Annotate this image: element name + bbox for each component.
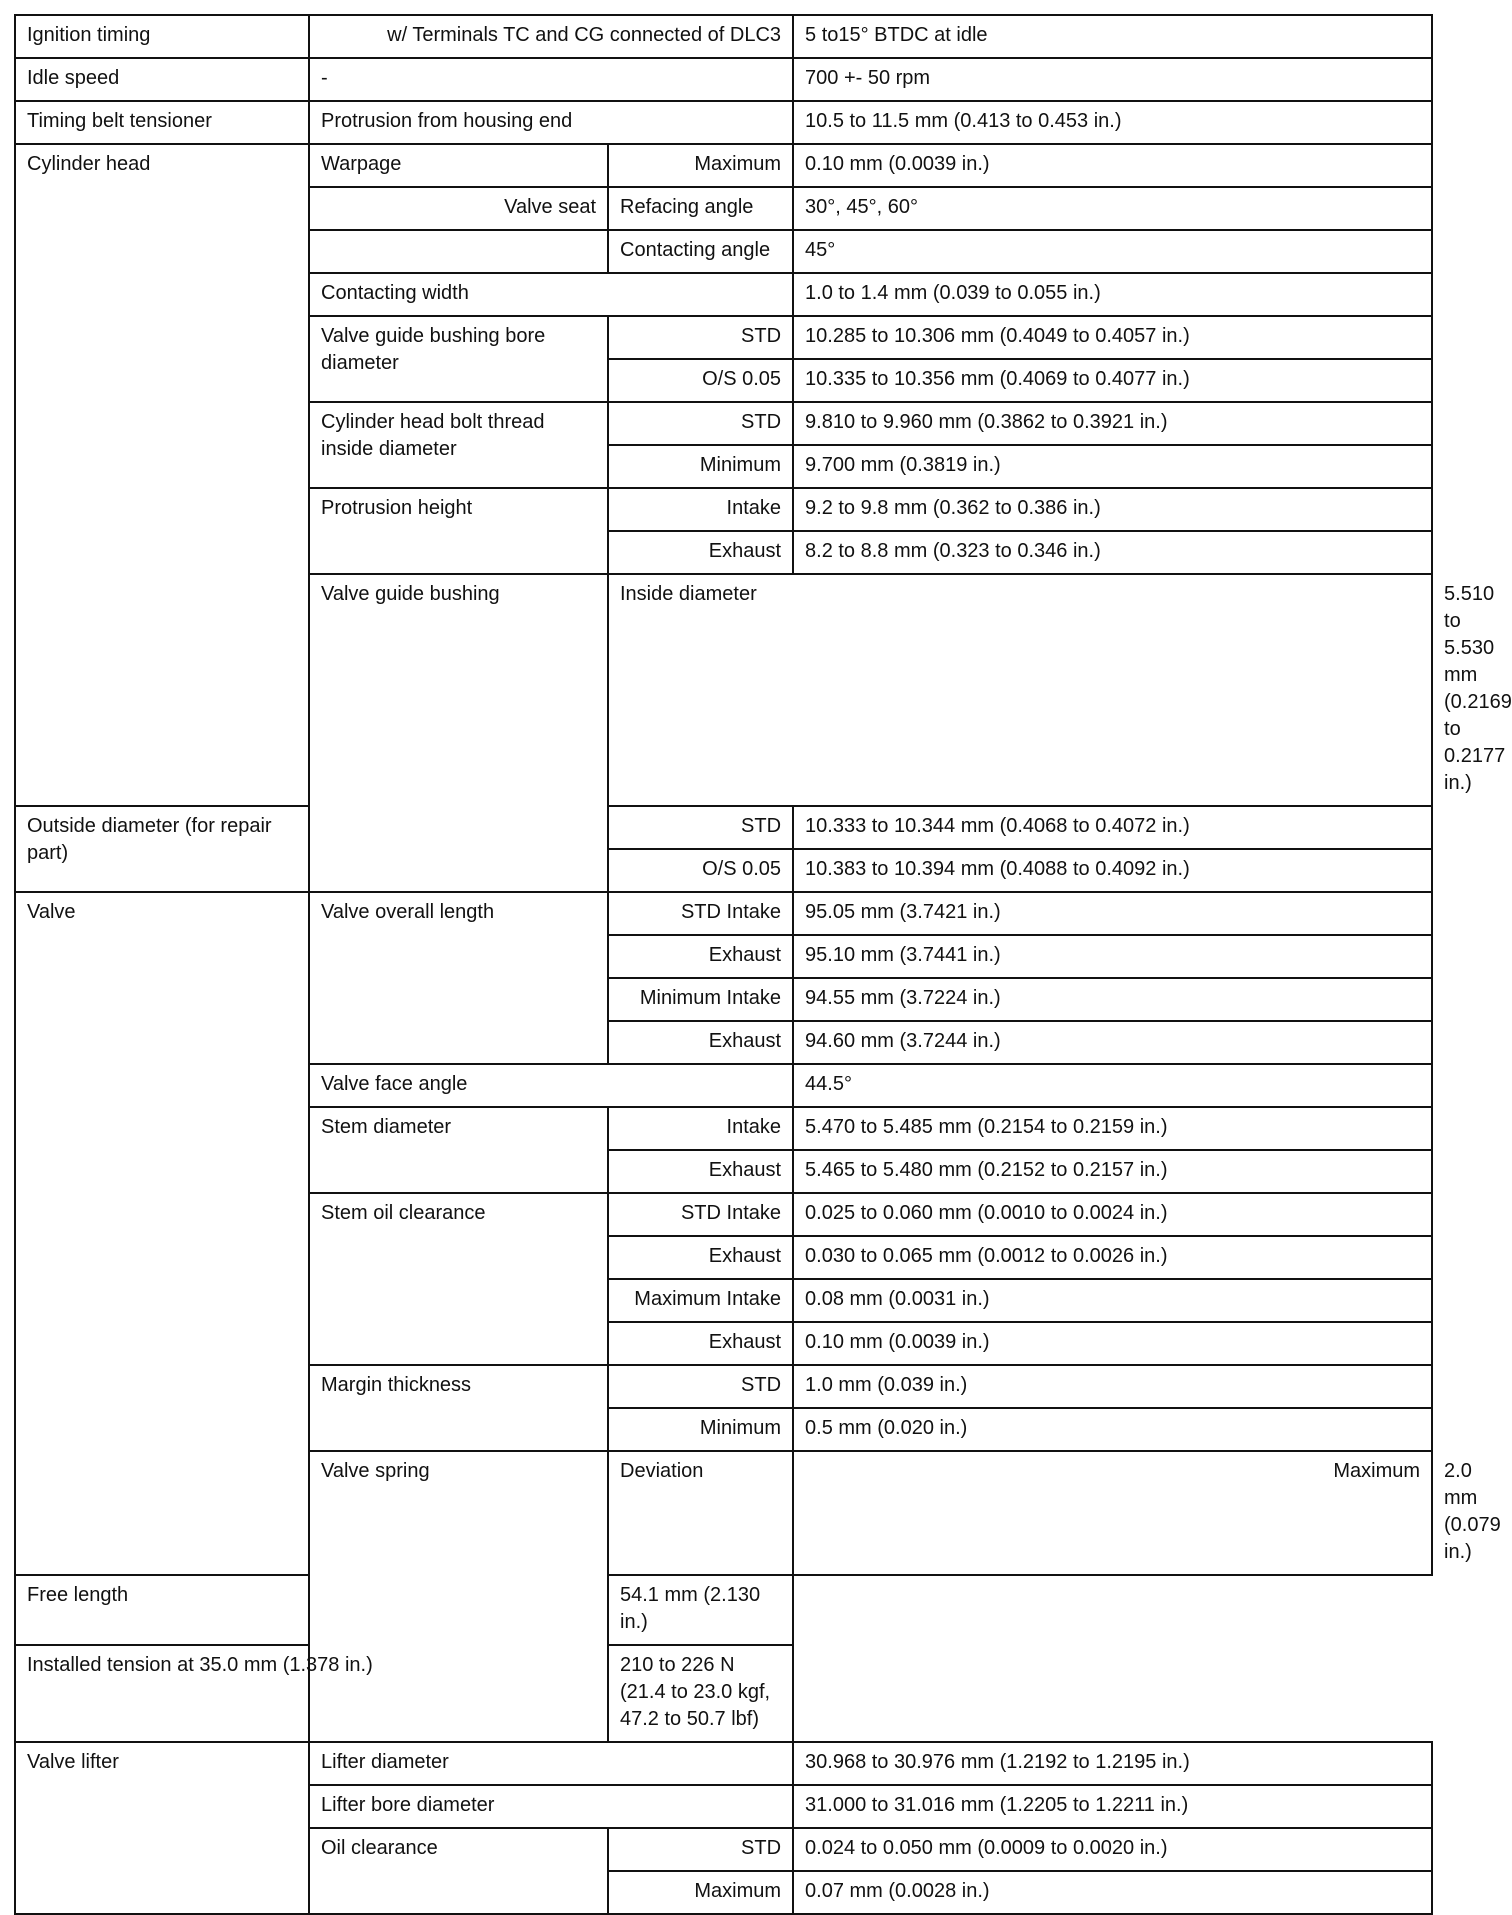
table-cell: Valve [15,892,309,1575]
table-cell: 9.700 mm (0.3819 in.) [793,445,1432,488]
table-cell: 94.55 mm (3.7224 in.) [793,978,1432,1021]
table-cell: Warpage [309,144,608,187]
table-cell: Stem oil clearance [309,1193,608,1365]
table-cell: Valve guide bushing bore diameter [309,316,608,402]
table-row [15,15,1432,58]
table-cell: 54.1 mm (2.130 in.) [608,1575,793,1645]
table-cell: Idle speed [15,58,309,101]
table-cell: 95.10 mm (3.7441 in.) [793,935,1432,978]
table-cell: Protrusion from housing end [309,101,793,144]
table-cell: 0.07 mm (0.0028 in.) [793,1871,1432,1914]
table-row: Valve guide bushing Inside diameter 5.510 to 5.530 mm (0.2169 to 0.2177 in.) [15,574,1432,806]
table-cell: Minimum [608,1408,793,1451]
table-cell: 0.5 mm (0.020 in.) [793,1408,1432,1451]
table-cell: Intake [608,488,793,531]
table-cell: 0.025 to 0.060 mm (0.0010 to 0.0024 in.) [793,1193,1432,1236]
table-cell: Exhaust [608,1236,793,1279]
table-cell: 5 to15° BTDC at idle [793,15,1432,58]
table-cell: Contacting angle [608,230,793,273]
table-cell: Maximum [608,144,793,187]
table-cell: Valve lifter [15,1742,309,1914]
table-cell: 95.05 mm (3.7421 in.) [793,892,1432,935]
table-row [15,101,1432,144]
table-cell: Exhaust [608,935,793,978]
table-cell: Valve spring [309,1451,608,1742]
table-cell: Inside diameter [608,574,1432,806]
table-cell: Exhaust [608,1150,793,1193]
table-cell: Valve seat [309,187,608,230]
table-cell: Maximum [793,1451,1432,1575]
table-cell: Intake [608,1107,793,1150]
table-cell: 30°, 45°, 60° [793,187,1432,230]
table-cell: Margin thickness [309,1365,608,1451]
table-cell: Valve guide bushing [309,574,608,892]
table-cell: Cylinder head bolt thread inside diameter [309,402,608,488]
table-cell: 9.810 to 9.960 mm (0.3862 to 0.3921 in.) [793,402,1432,445]
table-cell: 8.2 to 8.8 mm (0.323 to 0.346 in.) [793,531,1432,574]
table-cell: - [309,58,793,101]
table-row [15,806,1432,849]
table-cell: Deviation [608,1451,793,1575]
table-cell: STD Intake [608,1193,793,1236]
table-cell: Oil clearance [309,1828,608,1914]
table-cell: 700 +- 50 rpm [793,58,1432,101]
table-cell: STD [608,316,793,359]
table-cell: 10.333 to 10.344 mm (0.4068 to 0.4072 in.) [793,806,1432,849]
table-row [15,1645,1432,1742]
table-row [15,1575,1432,1645]
table-cell: 9.2 to 9.8 mm (0.362 to 0.386 in.) [793,488,1432,531]
table-cell: Valve overall length [309,892,608,1064]
table-cell: Minimum Intake [608,978,793,1021]
table-row [15,144,1432,187]
table-cell: STD [608,402,793,445]
table-row [15,1742,1432,1785]
table-cell: O/S 0.05 [608,359,793,402]
specification-table-body [15,15,1512,1914]
table-cell: Protrusion height [309,488,608,574]
table-cell: 94.60 mm (3.7244 in.) [793,1021,1432,1064]
table-cell: Maximum [608,1871,793,1914]
table-cell: 10.5 to 11.5 mm (0.413 to 0.453 in.) [793,101,1432,144]
table-cell: Valve face angle [309,1064,793,1107]
table-cell: STD [608,1828,793,1871]
table-row [15,58,1432,101]
table-cell: Ignition timing [15,15,309,58]
table-cell: w/ Terminals TC and CG connected of DLC3 [309,15,793,58]
table-cell: 1.0 to 1.4 mm (0.039 to 0.055 in.) [793,273,1432,316]
table-cell: 0.024 to 0.050 mm (0.0009 to 0.0020 in.) [793,1828,1432,1871]
table-cell: STD [608,1365,793,1408]
table-cell: 210 to 226 N (21.4 to 23.0 kgf, 47.2 to 50.7 lbf) [608,1645,793,1742]
table-cell [309,230,608,273]
table-cell: STD [608,806,793,849]
table-cell: Maximum Intake [608,1279,793,1322]
table-cell: 10.383 to 10.394 mm (0.4088 to 0.4092 in.) [793,849,1432,892]
table-cell: Stem diameter [309,1107,608,1193]
table-cell: O/S 0.05 [608,849,793,892]
table-cell: 5.465 to 5.480 mm (0.2152 to 0.2157 in.) [793,1150,1432,1193]
table-cell: 0.10 mm (0.0039 in.) [793,1322,1432,1365]
table-cell: 10.285 to 10.306 mm (0.4049 to 0.4057 in.) [793,316,1432,359]
table-cell: 10.335 to 10.356 mm (0.4069 to 0.4077 in.) [793,359,1432,402]
table-cell: Lifter diameter [309,1742,793,1785]
table-cell: 31.000 to 31.016 mm (1.2205 to 1.2211 in.) [793,1785,1432,1828]
table-cell: STD Intake [608,892,793,935]
table-cell: Contacting width [309,273,793,316]
table-cell: 45° [793,230,1432,273]
table-cell: 0.10 mm (0.0039 in.) [793,144,1432,187]
table-cell: Exhaust [608,531,793,574]
table-cell: Timing belt tensioner [15,101,309,144]
table-cell: Free length [15,1575,608,1645]
table-cell: Lifter bore diameter [309,1785,793,1828]
table-cell: Exhaust [608,1021,793,1064]
table-cell: Installed tension at 35.0 mm (1.378 in.) [15,1645,608,1742]
table-cell: Cylinder head [15,144,309,806]
table-cell: Minimum [608,445,793,488]
table-cell: 5.470 to 5.485 mm (0.2154 to 0.2159 in.) [793,1107,1432,1150]
table-cell: Exhaust [608,1322,793,1365]
table-cell: 0.08 mm (0.0031 in.) [793,1279,1432,1322]
table-cell: 30.968 to 30.976 mm (1.2192 to 1.2195 in.) [793,1742,1432,1785]
table-cell: Outside diameter (for repair part) [15,806,309,892]
table-cell: 1.0 mm (0.039 in.) [793,1365,1432,1408]
specification-table [14,14,1512,1915]
table-cell: 0.030 to 0.065 mm (0.0012 to 0.0026 in.) [793,1236,1432,1279]
table-cell: 44.5° [793,1064,1432,1107]
table-row [15,892,1432,935]
table-row: Valve spring Deviation Maximum 2.0 mm (0.079 in.) [15,1451,1432,1575]
table-cell: Refacing angle [608,187,793,230]
